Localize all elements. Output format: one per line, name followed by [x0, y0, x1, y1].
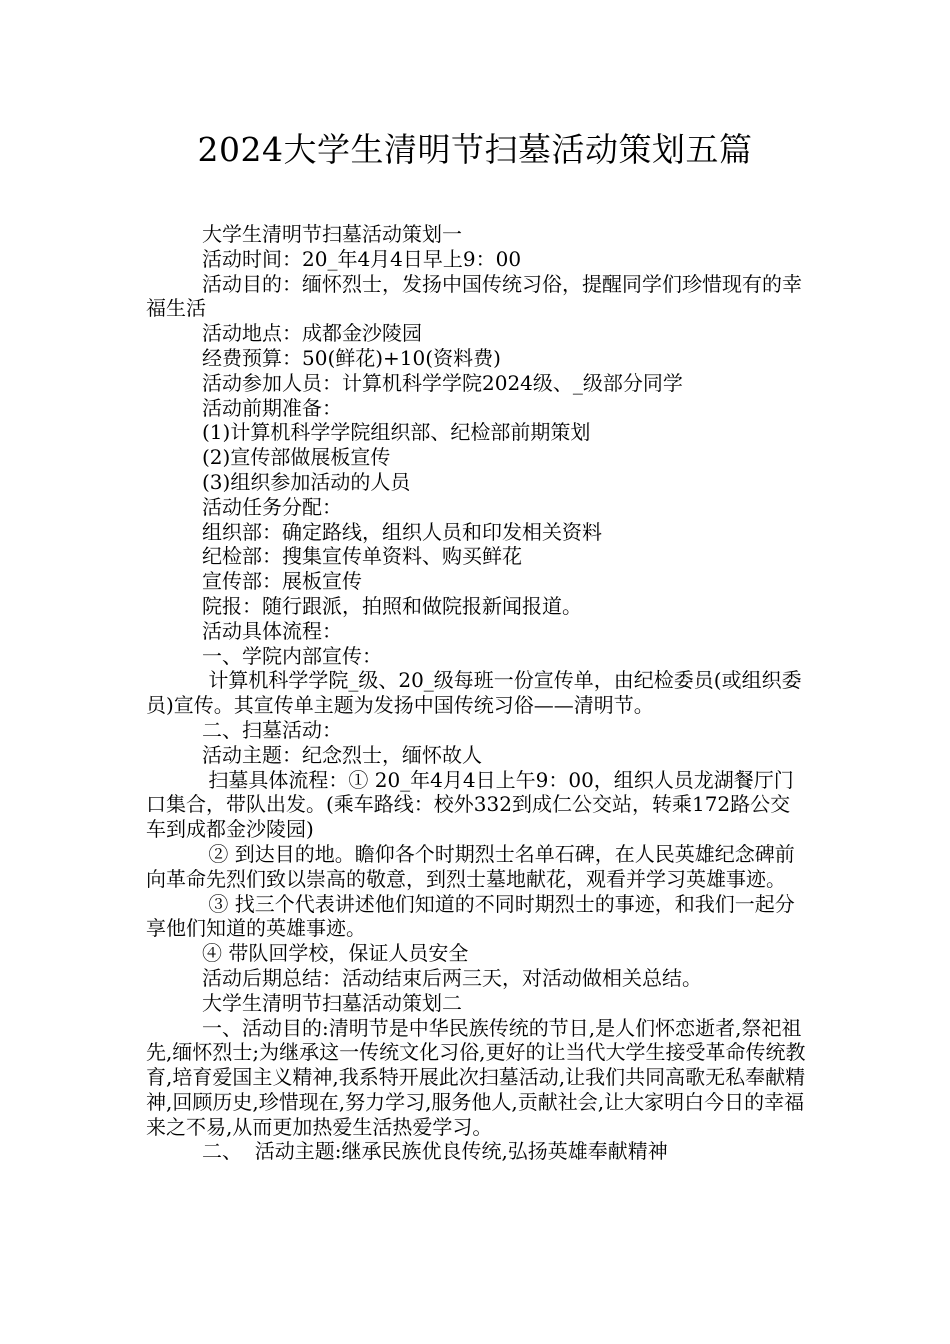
- paragraph: 纪检部：搜集宣传单资料、购买鲜花: [202, 544, 522, 569]
- paragraph: ② 到达目的地。瞻仰各个时期烈士名单石碑，在人民英雄纪念碑前向革命先烈们致以崇高的敬意，到烈士墓地献花，观看并学习英雄事迹。: [146, 841, 795, 891]
- paragraph: 活动前期准备：: [202, 395, 342, 420]
- paragraph: 一、活动目的:清明节是中华民族传统的节日,是人们怀恋逝者,祭祀祖先,缅怀烈士;为继承这一传统文化习俗,更好的让当代大学生接受革命传统教育,培育爱国主义精神,我系特开展此次扫墓活动,让我们共同高歌无私奉献精神,回顾历史,珍惜现在,努力学习,服务他人,贡献社会,让大家明白今日的幸福来之不易,从而更加热爱生活热爱学习。: [146, 1015, 806, 1139]
- paragraph: 活动目的：缅怀烈士，发扬中国传统习俗，提醒同学们珍惜现有的幸福生活: [146, 271, 802, 321]
- paragraph: 二、扫墓活动：: [202, 717, 342, 742]
- paragraph: 组织部：确定路线，组织人员和印发相关资料: [202, 519, 602, 544]
- paragraph: 活动任务分配：: [202, 494, 342, 519]
- paragraph: 二、 活动主题:继承民族优良传统,弘扬英雄奉献精神: [202, 1139, 668, 1164]
- document-title: 2024大学生清明节扫墓活动策划五篇: [197, 130, 753, 169]
- paragraph: 活动具体流程：: [202, 618, 342, 643]
- paragraph: 活动参加人员：计算机科学学院2024级、_级部分同学: [202, 370, 683, 395]
- paragraph: (2)宣传部做展板宣传: [202, 445, 391, 470]
- paragraph: 宣传部：展板宣传: [202, 569, 362, 594]
- paragraph: ④ 带队回学校，保证人员安全: [202, 941, 469, 966]
- paragraph: 活动主题：纪念烈士，缅怀故人: [202, 742, 482, 767]
- section-heading: 大学生清明节扫墓活动策划一: [202, 222, 462, 246]
- paragraph: (3)组织参加活动的人员: [202, 469, 411, 494]
- paragraph: 一、学院内部宣传：: [202, 643, 382, 668]
- paragraph: (1)计算机科学学院组织部、纪检部前期策划: [202, 420, 591, 445]
- paragraph: 扫墓具体流程：① 20_年4月4日上午9：00，组织人员龙湖餐厅门口集合，带队出发。(乘车路线：校外332到成仁公交站，转乘172路公交车到成都金沙陵园): [146, 767, 794, 842]
- paragraph: ③ 找三个代表讲述他们知道的不同时期烈士的事迹，和我们一起分享他们知道的英雄事迹。: [146, 891, 795, 941]
- section-heading: 大学生清明节扫墓活动策划二: [202, 990, 462, 1015]
- paragraph: 院报：随行跟派，拍照和做院报新闻报道。: [202, 593, 582, 618]
- paragraph: 活动地点：成都金沙陵园: [202, 321, 422, 346]
- paragraph: 经费预算：50(鲜花)+10(资料费): [202, 345, 501, 370]
- paragraph: 活动时间：20_年4月4日早上9：00: [202, 246, 522, 271]
- paragraph: 计算机科学学院_级、20_级每班一份宣传单，由纪检委员(或组织委员)宣传。其宣传单主题为发扬中国传统习俗——清明节。: [146, 668, 802, 718]
- document-body: [146, 222, 810, 1164]
- paragraph: 活动后期总结：活动结束后两三天，对活动做相关总结。: [202, 965, 702, 990]
